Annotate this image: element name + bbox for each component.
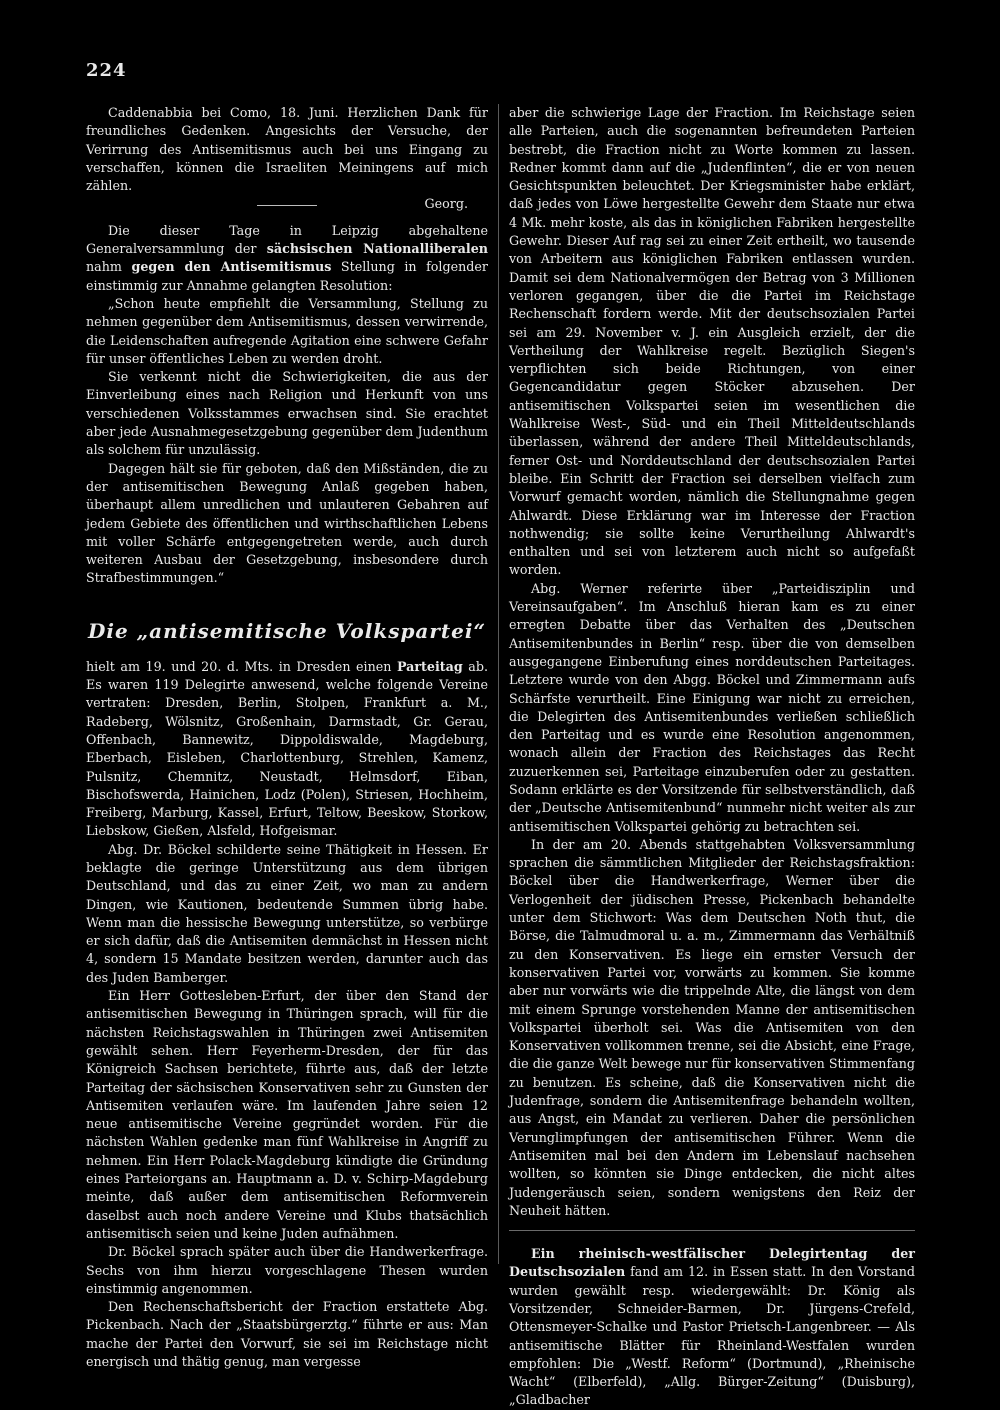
party-intro-bold: Parteitag bbox=[396, 658, 463, 674]
rheinisch-paragraph bbox=[509, 1245, 915, 1410]
leipzig-text-start: Die dieser Tage in Leipzig abgehaltene Generalversammlung der bbox=[86, 222, 488, 257]
party-intro-paragraph bbox=[86, 658, 488, 841]
page-number: 224 bbox=[86, 60, 127, 81]
leipzig-text-end: Stellung in folgender einstimmig zur Annahme gelangten Resolution: bbox=[86, 259, 488, 293]
rheinisch-bold: Ein rheinisch-westfälischer Delegirtentag der Deutschsozialen bbox=[509, 1246, 915, 1280]
resolution-paragraph-2: Sie verkennt nicht die Schwierigkeiten, die aus der Einverleibung eines nach Religion und Herkunft von uns verschiedenen Volksstammes erwachsen sind. Sie erachtet aber jede Ausnahmegesetzgebung gegenüber dem Judenthum als solchem für unzulässig. bbox=[86, 369, 488, 458]
werner-paragraph: Abg. Werner referirte über „Parteidisziplin und Vereinsaufgaben“. Im Anschluß hieran kam es zu einer erregten Debatte über das Verhalten des „Deutschen Antisemitenbundes in Berlin“ resp. über die von demselben ausgegangene Einberufung eines norddeutschen Parteitages. Letztere wurde von den Abgg. Böckel und Zimmermann aufs Schärfste verurtheilt. Eine Einigung war nicht zu erreichen, die Delegirten des Antisemitenbundes verließen schließlich den Parteitag und es wurde eine Resolution angenommen, wonach allein der Fraction des Reichstages das Recht zuzuerkennen sei, Parteitage einzuberufen oder zu gestatten. Sodann erklärte es der Vorsitzende für selbstverständlich, daß der „Deutsche Antisemitenbund“ nunmehr nicht weiter als zur antisemitischen Volkspartei gehörig zu betrachten sei. bbox=[509, 580, 915, 834]
gottesleben-paragraph: Ein Herr Gottesleben-Erfurt, der über den Stand der antisemitischen Bewegung in Thüringen sprach, will für die nächsten Reichstagswahlen in Thüringen zwei Antisemiten gewählt sehen. Herr Feyerherm-Dresden, der für das Königreich Sachsen berichtete, führte aus, daß der letzte Parteitag der sächsischen Konservativen sehr zu Gunsten der Antisemiten verlaufen wäre. Im laufenden Jahre seien 12 neue antisemitische Vereine gegründet worden. Für die nächsten Wahlen gedenke man fünf Wahlkreise in Angriff zu nehmen. Ein Herr Polack-Magdeburg kündigte die Gründung eines Parteiorgans an. Hauptmann a. D. v. Schirp-Magdeburg meinte, daß außer dem antisemitischen Reformverein daselbst auch noch andere Vereine und Klubs thatsächlich antisemitisch seien und keine Juden aufnähmen. bbox=[86, 988, 488, 1241]
continuation-paragraph: aber die schwierige Lage der Fraction. Im Reichstage seien alle Parteien, auch die sogenannten befreundeten Parteien bestrebt, die Fraction nicht zu Worte kommen zu lassen. Redner kommt dann auf die „Judenflinten“, die er von neuen Gesichtspunkten beleuchtet. Der Kriegsminister habe erklärt, daß jedes von Löwe hergestellte Gewehr dem Staate nur etwa 4 Mk. mehr koste, als das in königlichen Fabriken hergestellte Gewehr. Dieser Auf rag sei zu einer Zeit ertheilt, wo tausende von Arbeitern aus königlichen Fabriken entlassen wurden. Damit sei dem Nationalvermögen der Betrag von 3 Millionen verloren gegangen, über die die Partei im Reichstage Rechenschaft fordern werde. Mit der deutschsozialen Partei sei am 29. November v. J. ein Ausgleich erzielt, der die Vertheilung der Wahlkreise regelt. Bezüglich Siegen's verpflichten sich beide Richtungen, von einer Gegencandidatur gegen Stöcker abzusehen. Der antisemitischen Volkspartei seien im wesentlichen die Wahlkreise West-, Süd- und ein Theil Mitteldeutschlands überlassen, während der andere Theil Mitteldeutschlands, ferner Ost- und Norddeutschland der deutschsozialen Partei bleibe. Ein Schritt der Fraction sei derselben vielfach zum Vorwurf gemacht worden, nämlich die Stellungnahme gegen Ahlwardt. Diese Erklärung war im Interesse der Fraction nothwendig; sie sollte keine Verurtheilung Ahlwardt's enthalten und sei von letzterem auch nicht so aufgefaßt worden. bbox=[509, 105, 915, 578]
leipzig-bold-party: sächsischen Nationalliberalen bbox=[266, 241, 488, 257]
volksversammlung-paragraph: In der am 20. Abends stattgehabten Volksversammlung sprachen die sämmtlichen Mitglieder der Reichstagsfraktion: Böckel über die Handwerkerfrage, Werner über die Verlogenheit der jüdischen Presse, Pickenbach behandelte unter dem Stichwort: Was dem Deutschen Noth thut, die Börse, die Talmudmoral u. a. m., Zimmermann das Verhältniß zu den Konservativen. Es liege ein ernster Versuch der konservativen Partei vor, vorwärts zu kommen. Sie komme aber nur vorwärts wie die trippelnde Alte, die längst von dem mit einem Sprunge vorstehenden Manne der antisemitischen Volkspartei überholt sei. Was die Antisemiten von den Konservativen vollkommen trenne, sei die Absicht, eine Frage, die die ganze Welt bewege nur für konservativen Stimmenfang zu benutzen. Es scheine, daß die Konservativen nicht die Judenfrage, sondern die Antisemitenfrage behandeln wollten, aus Angst, ein Mandat zu verlieren. Daher die persönlichen Verunglimpfungen der antisemitischen Führer. Wenn die Antisemiten mal bei den Andern im Lebenslauf nachsehen wollten, so könnten sie Dinge entdecken, die nicht altes Judengeräusch seien, sondern wenigstens den Reiz der Neuheit hätten. bbox=[509, 836, 915, 1218]
party-intro-start: hielt am 19. und 20. d. Mts. in Dresden einen bbox=[86, 658, 397, 674]
letter-signature: Georg. bbox=[424, 196, 468, 212]
letter-body: Caddenabbia bei Como, 18. Juni. Herzlichen Dank für freundliches Gedenken. Angesichts der Versuche, der Verirrung des Antisemitismus auch bei uns Eingang zu verschaffen, können die Israeliten Meiningens auf mich zählen. bbox=[86, 105, 488, 194]
handwerker-paragraph: Dr. Böckel sprach später auch über die Handwerkerfrage. Sechs von ihm hierzu vorgeschlagene Thesen wurden einstimmig angenommen. bbox=[86, 1244, 488, 1296]
party-intro-end: ab. Es waren 119 Delegirte anwesend, welche folgende Vereine vertraten: Dresden, Berlin, Stolpen, Frankfurt a. M., Radeberg, Wölsnitz, Großenhain, Darmstadt, Gr. Gerau, Offenbach, Bannewitz, Dippoldiswalde, Magdeburg, Eberbach, Eisleben, Charlottenburg, Strehlen, Kamenz, Pulsnitz, Chemnitz, Neustadt, Helmsdorf, Eiban, Bischofswerda, Hainichen, Lodz (Polen), Striesen, Hochheim, Freiberg, Marburg, Kassel, Erfurt, Teltow, Beeskow, Storkow, Liebskow, Gießen, Alsfeld, Hofgeismar. bbox=[86, 658, 488, 839]
rechenschaft-paragraph: Den Rechenschaftsbericht der Fraction erstattete Abg. Pickenbach. Nach der „Staatsbürgerztg.“ führte er aus: Man mache der Partei den Vorwurf, sie sei im Reichstage nicht energisch und thätig genug, man vergesse bbox=[86, 1299, 488, 1369]
resolution-paragraph-3: Dagegen hält sie für geboten, daß den Mißständen, die zu der antisemitischen Bewegung Anlaß gegeben haben, überhaupt allem unredlichen und unlauteren Gebahren auf jedem Gebiete des öffentlichen und wirthschaftlichen Lebens mit voller Schärfe entgegengetreten werde, auch durch weiteren Ausbau der Gesetzgebung, insbesondere durch Strafbestimmungen.“ bbox=[86, 460, 488, 586]
right-column bbox=[509, 104, 915, 1410]
left-column bbox=[86, 104, 488, 1371]
leipzig-paragraph bbox=[86, 222, 488, 295]
resolution-paragraph-1: „Schon heute empfiehlt die Versammlung, Stellung zu nehmen gegenüber dem Antisemitismus, dessen verwirrende, die Leidenschaften aufregende Agitation eine schwere Gefahr für unser öffentliches Leben zu werden droht. bbox=[86, 295, 488, 366]
rheinisch-text: fand am 12. in Essen statt. In den Vorstand wurden gewählt resp. wiedergewählt: Dr. König als Vorsitzender, Schneider-Barmen, Dr. Jürgens-Crefeld, Ottensmeyer-Schalke und Pastor Prietsch-Langenbreer. — Als antisemitische Blätter für Rheinland-Westfalen wurden empfohlen: Die „Westf. Reform“ (Dortmund), „Rheinische Wacht“ (Elberfeld), „Allg. Bürger-Zeitung“ (Duisburg), „Gladbacher bbox=[509, 1264, 915, 1408]
separator-line bbox=[257, 205, 317, 206]
boeckel-paragraph: Abg. Dr. Böckel schilderte seine Thätigkeit in Hessen. Er beklagte die geringe Unterstützung aus dem übrigen Deutschland, und das zu einer Zeit, wo man zu andern Dingen, wie Kautionen, bedeutende Summen übrig habe. Wenn man die hessische Bewegung unterstütze, so verbürge er sich dafür, daß die Antisemiten demnächst in Hessen nicht 4, sondern 15 Mandate besitzen werden, darunter auch das des Juden Bamberger. bbox=[86, 841, 488, 985]
column-divider bbox=[498, 104, 499, 1264]
section-heading: Die „antisemitische Volkspartei“ bbox=[88, 618, 486, 643]
leipzig-bold-topic: gegen den Antisemitismus bbox=[131, 259, 332, 275]
section-rule bbox=[509, 1230, 915, 1231]
leipzig-text-mid: nahm bbox=[86, 259, 132, 275]
